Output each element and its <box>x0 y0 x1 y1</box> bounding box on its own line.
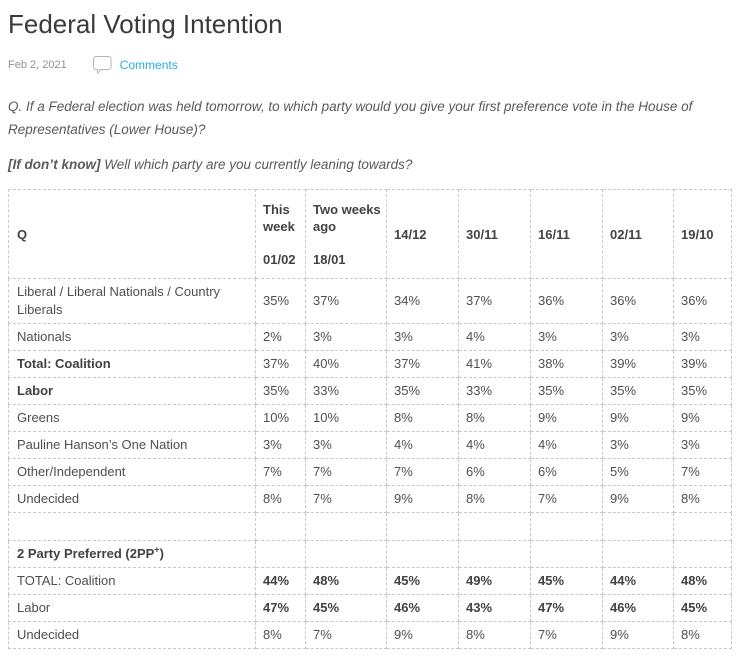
followup-text: Well which party are you currently leaning towards? <box>100 157 413 172</box>
value-cell: 3% <box>306 324 387 351</box>
value-cell: 43% <box>459 595 531 622</box>
header-date: 14/12 <box>394 226 427 242</box>
value-cell: 8% <box>674 486 732 513</box>
value-cell: 37% <box>459 279 531 324</box>
value-cell <box>531 513 603 541</box>
row-label: Liberal / Liberal Nationals / Country Liberals <box>9 279 256 324</box>
value-cell: 44% <box>256 568 306 595</box>
value-cell: 7% <box>531 622 603 649</box>
value-cell: 3% <box>306 432 387 459</box>
table-row <box>9 324 732 351</box>
header-row <box>9 190 732 279</box>
value-cell: 8% <box>256 622 306 649</box>
value-cell: 7% <box>387 459 459 486</box>
value-cell: 3% <box>674 324 732 351</box>
value-cell: 7% <box>306 459 387 486</box>
comment-bubble-icon <box>93 56 113 74</box>
value-cell: 9% <box>603 486 674 513</box>
comments-link[interactable] <box>93 56 178 74</box>
value-cell: 33% <box>306 378 387 405</box>
row-label: Labor <box>9 378 256 405</box>
table-row <box>9 541 732 568</box>
table-row <box>9 568 732 595</box>
value-cell: 8% <box>459 486 531 513</box>
value-cell: 10% <box>306 405 387 432</box>
header-col <box>306 190 387 279</box>
value-cell: 8% <box>387 405 459 432</box>
value-cell: 41% <box>459 351 531 378</box>
value-cell: 8% <box>256 486 306 513</box>
value-cell: 9% <box>603 405 674 432</box>
value-cell: 9% <box>603 622 674 649</box>
value-cell: 7% <box>674 459 732 486</box>
row-label: Other/Independent <box>9 459 256 486</box>
value-cell: 39% <box>674 351 732 378</box>
value-cell: 35% <box>387 378 459 405</box>
table-row <box>9 378 732 405</box>
header-col <box>531 190 603 279</box>
value-cell: 3% <box>603 324 674 351</box>
value-cell <box>459 513 531 541</box>
table-header <box>9 190 732 279</box>
header-col <box>387 190 459 279</box>
row-label-part: 2 Party Preferred (2PP <box>17 546 155 561</box>
value-cell: 35% <box>603 378 674 405</box>
value-cell: 7% <box>306 622 387 649</box>
value-cell: 6% <box>531 459 603 486</box>
header-date: 30/11 <box>466 226 498 242</box>
value-cell: 3% <box>531 324 603 351</box>
value-cell: 39% <box>603 351 674 378</box>
value-cell: 37% <box>306 279 387 324</box>
value-cell: 9% <box>387 486 459 513</box>
value-cell <box>531 541 603 568</box>
value-cell <box>306 541 387 568</box>
row-label <box>9 513 256 541</box>
value-cell: 46% <box>603 595 674 622</box>
value-cell: 4% <box>387 432 459 459</box>
survey-question: Q. If a Federal election was held tomorrow, to which party would you give your first preference vote in the House of Representatives (Lower House)? <box>8 99 693 137</box>
value-cell: 8% <box>674 622 732 649</box>
table-row <box>9 459 732 486</box>
value-cell: 35% <box>256 378 306 405</box>
value-cell <box>674 513 732 541</box>
value-cell: 6% <box>459 459 531 486</box>
value-cell: 3% <box>387 324 459 351</box>
row-label: Pauline Hanson’s One Nation <box>9 432 256 459</box>
value-cell: 33% <box>459 378 531 405</box>
spacer-row <box>9 513 732 541</box>
value-cell: 47% <box>256 595 306 622</box>
value-cell: 36% <box>531 279 603 324</box>
value-cell: 4% <box>531 432 603 459</box>
value-cell <box>603 541 674 568</box>
table-row <box>9 622 732 649</box>
value-cell: 36% <box>603 279 674 324</box>
meta-row <box>8 56 731 74</box>
table-row <box>9 279 732 324</box>
value-cell: 45% <box>531 568 603 595</box>
value-cell: 9% <box>531 405 603 432</box>
value-cell: 8% <box>459 405 531 432</box>
value-cell <box>387 541 459 568</box>
value-cell <box>256 513 306 541</box>
header-date: 18/01 <box>313 251 346 267</box>
value-cell: 47% <box>531 595 603 622</box>
row-label: Labor <box>9 595 256 622</box>
row-label-part: + <box>154 544 160 555</box>
value-cell: 9% <box>674 405 732 432</box>
row-label: TOTAL: Coalition <box>9 568 256 595</box>
value-cell <box>674 541 732 568</box>
header-period: This week <box>263 201 295 234</box>
row-label: Total: Coalition <box>9 351 256 378</box>
value-cell: 35% <box>674 378 732 405</box>
value-cell: 7% <box>531 486 603 513</box>
header-col <box>459 190 531 279</box>
row-label-part: ) <box>159 546 164 561</box>
value-cell: 49% <box>459 568 531 595</box>
value-cell <box>459 541 531 568</box>
row-label: Nationals <box>9 324 256 351</box>
voting-intention-table <box>8 189 732 649</box>
value-cell: 5% <box>603 459 674 486</box>
row-label: Greens <box>9 405 256 432</box>
header-period: Two weeks ago <box>313 201 381 234</box>
value-cell: 9% <box>387 622 459 649</box>
value-cell: 37% <box>387 351 459 378</box>
publish-date: Feb 2, 2021 <box>8 59 67 71</box>
header-date: 19/10 <box>681 226 714 242</box>
row-label: Undecided <box>9 486 256 513</box>
header-date: 16/11 <box>538 226 570 242</box>
row-label <box>9 541 256 568</box>
value-cell: 40% <box>306 351 387 378</box>
value-cell: 7% <box>256 459 306 486</box>
value-cell: 8% <box>459 622 531 649</box>
comments-label: Comments <box>119 58 178 72</box>
value-cell: 45% <box>387 568 459 595</box>
header-date: 02/11 <box>610 226 642 242</box>
value-cell: 45% <box>674 595 732 622</box>
value-cell <box>603 513 674 541</box>
value-cell: 7% <box>306 486 387 513</box>
value-cell: 3% <box>256 432 306 459</box>
value-cell <box>387 513 459 541</box>
poll-table-body <box>9 279 732 649</box>
value-cell: 4% <box>459 324 531 351</box>
header-q: Q <box>9 190 256 279</box>
value-cell: 35% <box>256 279 306 324</box>
table-row <box>9 432 732 459</box>
value-cell: 48% <box>674 568 732 595</box>
header-date: 01/02 <box>263 251 296 267</box>
value-cell: 44% <box>603 568 674 595</box>
value-cell <box>306 513 387 541</box>
value-cell: 3% <box>674 432 732 459</box>
page-title: Federal Voting Intention <box>8 9 283 39</box>
table-row <box>9 351 732 378</box>
value-cell: 48% <box>306 568 387 595</box>
value-cell: 45% <box>306 595 387 622</box>
survey-question-followup <box>8 153 731 176</box>
table-row <box>9 595 732 622</box>
value-cell: 34% <box>387 279 459 324</box>
row-label: Undecided <box>9 622 256 649</box>
value-cell: 10% <box>256 405 306 432</box>
header-col <box>603 190 674 279</box>
table-row <box>9 405 732 432</box>
value-cell: 4% <box>459 432 531 459</box>
followup-condition: [If don’t know] <box>8 157 101 172</box>
table-row <box>9 486 732 513</box>
value-cell: 3% <box>603 432 674 459</box>
value-cell: 46% <box>387 595 459 622</box>
value-cell: 2% <box>256 324 306 351</box>
header-col <box>256 190 306 279</box>
value-cell: 36% <box>674 279 732 324</box>
value-cell: 35% <box>531 378 603 405</box>
value-cell: 37% <box>256 351 306 378</box>
header-col <box>674 190 732 279</box>
value-cell: 38% <box>531 351 603 378</box>
value-cell <box>256 541 306 568</box>
